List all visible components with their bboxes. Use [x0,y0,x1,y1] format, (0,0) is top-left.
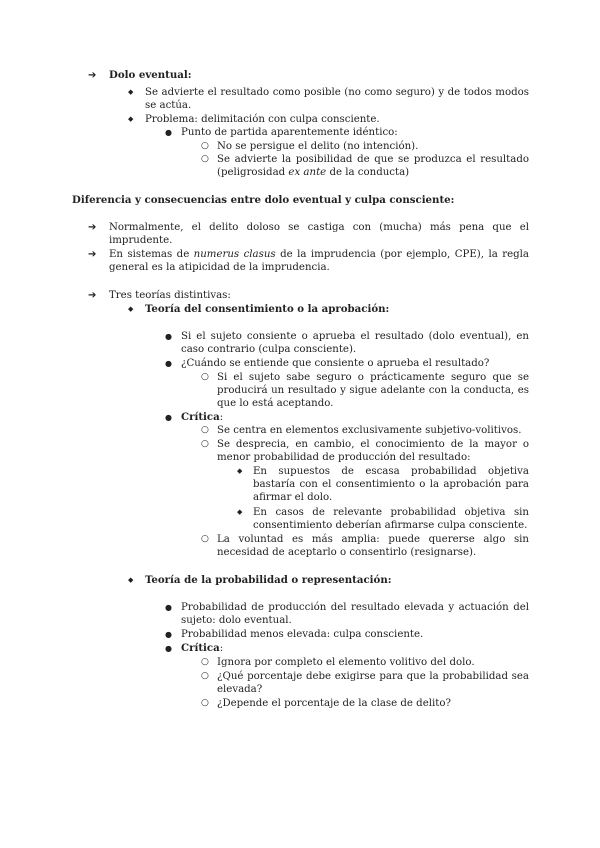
consentimiento-critica-3-cont: necesidad de aceptarlo o consentirlo (resignarse). [217,547,477,558]
consentimiento-point-1-cont: caso contrario (culpa consciente). [181,344,357,355]
disc-bullet-icon: ● [165,128,172,137]
consentimiento-critica-2b-cont: consentimiento deberían afirmarse culpa consciente. [253,520,528,531]
consentimiento-critica-2-cont: menor probabilidad de producción del resultado: [217,452,471,463]
circle-bullet-icon: ○ [201,372,209,382]
circle-bullet-icon: ○ [201,439,209,449]
consentimiento-critica-2a: En supuestos de escasa probabilidad objetiva [253,466,529,477]
dolo-eventual-point-1-cont: se actúa. [145,100,192,111]
diamond-bullet-icon: ◆ [128,305,134,313]
diferencia-heading: Diferencia y consecuencias entre dolo eventual y culpa consciente: [72,194,455,206]
consentimiento-critica-3: La voluntad es más amplia: puede quererse algo sin [217,534,529,545]
probabilidad-critica-2-cont: elevada? [217,684,263,695]
circle-bullet-icon: ○ [201,698,209,708]
arrow-bullet-icon: ➔ [88,249,97,260]
consentimiento-point-1: Si el sujeto consiente o aprueba el resultado (dolo eventual), en [181,331,529,342]
consentimiento-critica-2a-cont: bastaría con el consentimiento o la aprobación para [253,479,529,490]
disc-bullet-icon: ● [165,359,172,368]
probabilidad-point-1-cont: sujeto: dolo eventual. [181,615,292,626]
diamond-bullet-icon: ◆ [128,88,134,96]
diferencia-point-2-cont: general es la atipicidad de la imprudencia. [109,262,330,273]
dolo-eventual-subpoint: Punto de partida aparentemente idéntico: [181,127,398,138]
diferencia-point-1-cont: imprudente. [109,235,173,246]
dolo-eventual-heading: Dolo eventual: [109,69,192,81]
consentimiento-critica-label: Crítica: [181,411,224,423]
arrow-bullet-icon: ➔ [88,222,97,233]
consentimiento-critica-2b: En casos de relevante probabilidad objetiva sin [253,507,529,518]
dolo-eventual-point-1: Se advierte el resultado como posible (no como seguro) y de todos modos [145,87,529,98]
teorias-intro: Tres teorías distintivas: [109,290,231,301]
probabilidad-point-2: Probabilidad menos elevada: culpa consciente. [181,629,424,640]
consentimiento-critica-1: Se centra en elementos exclusivamente subjetivo-volitivos. [217,425,522,436]
circle-bullet-icon: ○ [201,425,209,435]
arrow-bullet-icon: ➔ [88,70,97,81]
disc-bullet-icon: ● [165,413,172,422]
circle-bullet-icon: ○ [201,671,209,681]
diamond-bullet-icon: ◆ [128,115,134,123]
dolo-eventual-point-2: Problema: delimitación con culpa consciente. [145,114,380,125]
consentimiento-critica-2a-end: afirmar el dolo. [253,492,333,503]
arrow-bullet-icon: ➔ [88,290,97,301]
probabilidad-critica-3: ¿Depende el porcentaje de la clase de delito? [217,698,451,709]
consentimiento-point-2a: Si el sujeto sabe seguro o prácticamente seguro que se [217,372,529,383]
consentimiento-critica-2: Se desprecia, en cambio, el conocimiento de la mayor o [217,439,529,450]
disc-bullet-icon: ● [165,630,172,639]
probabilidad-critica-1: Ignora por completo el elemento volitivo del dolo. [217,657,475,668]
diamond-bullet-icon: ◆ [237,467,243,475]
circle-bullet-icon: ○ [201,154,209,164]
dolo-eventual-item-2: Se advierte la posibilidad de que se produzca el resultado [217,154,529,165]
consentimiento-point-2a-cont: producirá un resultado y sigue adelante con la conducta, es [217,385,529,396]
circle-bullet-icon: ○ [201,534,209,544]
teoria-consentimiento-heading: Teoría del consentimiento o la aprobación: [145,303,390,315]
circle-bullet-icon: ○ [201,657,209,667]
disc-bullet-icon: ● [165,644,172,653]
disc-bullet-icon: ● [165,332,172,341]
consentimiento-point-2: ¿Cuándo se entiende que consiente o aprueba el resultado? [181,358,490,369]
diferencia-point-2: En sistemas de numerus clasus de la imprudencia (por ejemplo, CPE), la regla [109,249,529,260]
dolo-eventual-item-1: No se persigue el delito (no intención). [217,141,419,152]
consentimiento-point-2a-end: que lo está aceptando. [217,398,334,409]
disc-bullet-icon: ● [165,603,172,612]
diferencia-point-1: Normalmente, el delito doloso se castiga con (mucha) más pena que el [109,222,529,233]
dolo-eventual-item-2-cont: (peligrosidad ex ante de la conducta) [217,167,410,178]
probabilidad-critica-label: Crítica: [181,642,224,654]
teoria-probabilidad-heading: Teoría de la probabilidad o representación: [145,574,392,586]
diamond-bullet-icon: ◆ [128,576,134,584]
circle-bullet-icon: ○ [201,141,209,151]
diamond-bullet-icon: ◆ [237,508,243,516]
probabilidad-critica-2: ¿Qué porcentaje debe exigirse para que la probabilidad sea [217,671,529,682]
probabilidad-point-1: Probabilidad de producción del resultado elevada y actuación del [181,602,529,613]
